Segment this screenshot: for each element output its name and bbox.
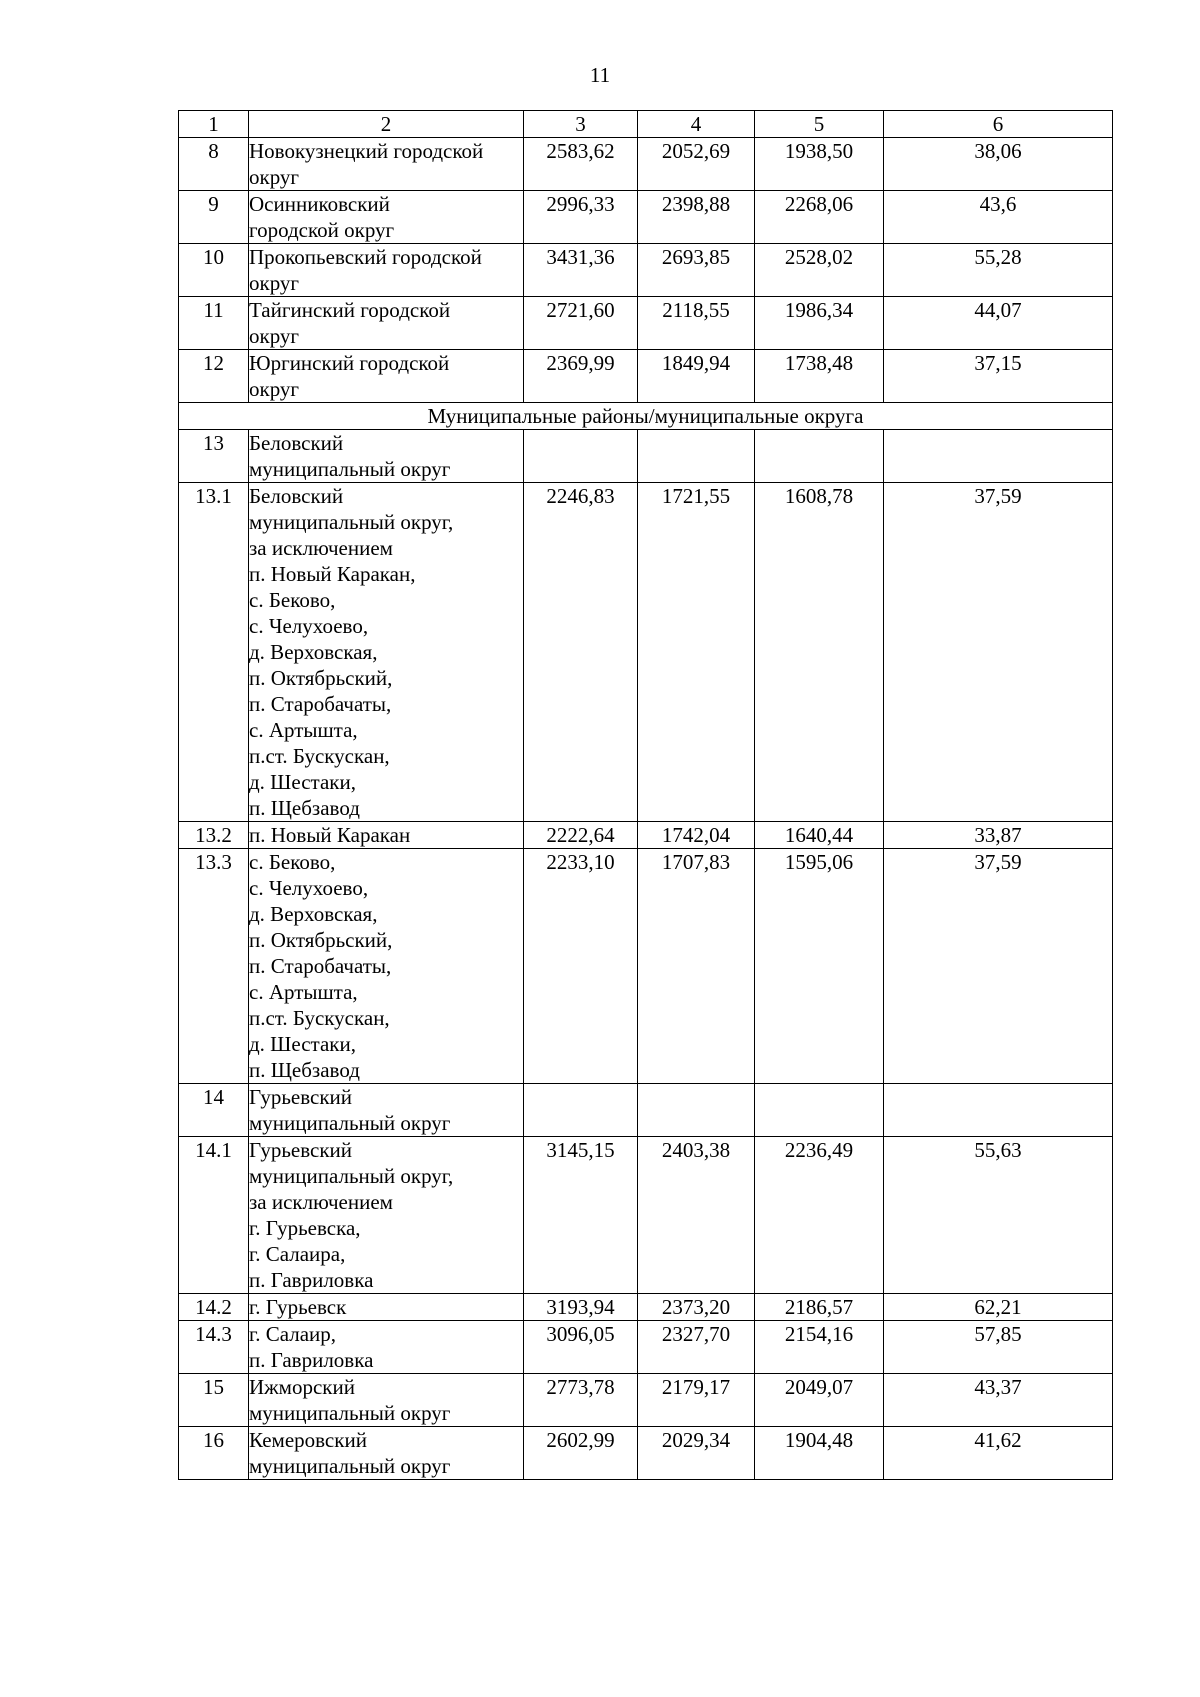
row-number-cell: 14.2 [179,1294,249,1321]
municipality-name-cell: Ижморский муниципальный округ [249,1374,524,1427]
value-col6-cell: 55,28 [884,244,1113,297]
table-row [179,1321,1113,1374]
value-col4-cell: 1707,83 [638,849,755,1084]
table-row [179,1084,1113,1137]
value-col5-cell [755,1084,884,1137]
row-number-cell: 13.1 [179,483,249,822]
row-number-cell: 13.2 [179,822,249,849]
row-number-cell: 13.3 [179,849,249,1084]
value-col5-cell: 2268,06 [755,191,884,244]
table-row [179,822,1113,849]
value-col6-cell: 37,59 [884,849,1113,1084]
value-col3-cell: 2602,99 [524,1427,638,1480]
table-row [179,849,1113,1084]
row-number-cell: 9 [179,191,249,244]
row-number-cell: 8 [179,138,249,191]
value-col4-cell: 1721,55 [638,483,755,822]
value-col3-cell: 3431,36 [524,244,638,297]
value-col4-cell [638,1084,755,1137]
section-row [179,403,1113,430]
header-cell: 3 [524,111,638,138]
value-col6-cell: 38,06 [884,138,1113,191]
value-col5-cell: 2236,49 [755,1137,884,1294]
value-col3-cell: 2721,60 [524,297,638,350]
municipality-name-cell: Кемеровский муниципальный округ [249,1427,524,1480]
value-col4-cell: 2693,85 [638,244,755,297]
value-col5-cell: 1738,48 [755,350,884,403]
value-col4-cell: 2052,69 [638,138,755,191]
municipality-name-cell: п. Новый Каракан [249,822,524,849]
value-col6-cell: 44,07 [884,297,1113,350]
value-col3-cell: 2246,83 [524,483,638,822]
section-title: Муниципальные районы/муниципальные округа [179,403,1113,430]
value-col5-cell [755,430,884,483]
value-col3-cell: 3193,94 [524,1294,638,1321]
row-number-cell: 14.3 [179,1321,249,1374]
row-number-cell: 16 [179,1427,249,1480]
value-col3-cell: 2773,78 [524,1374,638,1427]
value-col4-cell [638,430,755,483]
municipality-name-cell: г. Гурьевск [249,1294,524,1321]
row-number-cell: 14.1 [179,1137,249,1294]
value-col6-cell: 43,6 [884,191,1113,244]
table-row [179,138,1113,191]
municipality-name-cell: Новокузнецкий городской округ [249,138,524,191]
municipality-name-cell: Осинниковский городской округ [249,191,524,244]
table-row [179,430,1113,483]
value-col3-cell [524,1084,638,1137]
municipality-name-cell: г. Салаир, п. Гавриловка [249,1321,524,1374]
table-row [179,350,1113,403]
value-col5-cell: 2049,07 [755,1374,884,1427]
value-col5-cell: 1938,50 [755,138,884,191]
tariff-table [178,110,1113,1480]
value-col6-cell: 55,63 [884,1137,1113,1294]
value-col3-cell: 2583,62 [524,138,638,191]
value-col5-cell: 1640,44 [755,822,884,849]
municipality-name-cell: Тайгинский городской округ [249,297,524,350]
municipality-name-cell: с. Беково, с. Челухоево, д. Верховская, п. Октябрьский, п. Старобачаты, с. Артышта, п.ст. Бускускан, д. Шестаки, п. Щебзавод [249,849,524,1084]
row-number-cell: 14 [179,1084,249,1137]
value-col4-cell: 1742,04 [638,822,755,849]
row-number-cell: 12 [179,350,249,403]
table-row [179,191,1113,244]
value-col5-cell: 1595,06 [755,849,884,1084]
value-col4-cell: 2403,38 [638,1137,755,1294]
value-col6-cell: 62,21 [884,1294,1113,1321]
municipality-name-cell: Беловский муниципальный округ [249,430,524,483]
table-row [179,483,1113,822]
value-col5-cell: 1904,48 [755,1427,884,1480]
municipality-name-cell: Прокопьевский городской округ [249,244,524,297]
value-col5-cell: 1608,78 [755,483,884,822]
table-row [179,1294,1113,1321]
value-col3-cell: 3145,15 [524,1137,638,1294]
table-row [179,244,1113,297]
value-col6-cell: 57,85 [884,1321,1113,1374]
value-col4-cell: 2118,55 [638,297,755,350]
value-col6-cell: 37,15 [884,350,1113,403]
value-col6-cell: 37,59 [884,483,1113,822]
value-col3-cell: 3096,05 [524,1321,638,1374]
value-col5-cell: 2186,57 [755,1294,884,1321]
value-col5-cell: 2154,16 [755,1321,884,1374]
value-col6-cell: 41,62 [884,1427,1113,1480]
table-row [179,1427,1113,1480]
header-cell: 6 [884,111,1113,138]
header-cell: 5 [755,111,884,138]
row-number-cell: 13 [179,430,249,483]
header-row [179,111,1113,138]
header-cell: 4 [638,111,755,138]
municipality-name-cell: Юргинский городской округ [249,350,524,403]
value-col3-cell [524,430,638,483]
row-number-cell: 10 [179,244,249,297]
value-col4-cell: 2398,88 [638,191,755,244]
value-col4-cell: 2179,17 [638,1374,755,1427]
value-col6-cell: 33,87 [884,822,1113,849]
value-col3-cell: 2996,33 [524,191,638,244]
header-cell: 1 [179,111,249,138]
value-col3-cell: 2222,64 [524,822,638,849]
value-col4-cell: 2029,34 [638,1427,755,1480]
value-col5-cell: 2528,02 [755,244,884,297]
value-col3-cell: 2369,99 [524,350,638,403]
row-number-cell: 15 [179,1374,249,1427]
municipality-name-cell: Гурьевский муниципальный округ [249,1084,524,1137]
page-number: 11 [589,63,611,87]
value-col4-cell: 2327,70 [638,1321,755,1374]
value-col5-cell: 1986,34 [755,297,884,350]
table-row [179,1137,1113,1294]
value-col3-cell: 2233,10 [524,849,638,1084]
row-number-cell: 11 [179,297,249,350]
table-row [179,1374,1113,1427]
value-col4-cell: 1849,94 [638,350,755,403]
municipality-name-cell: Беловский муниципальный округ, за исключением п. Новый Каракан, с. Беково, с. Челухоево, д. Верховская, п. Октябрьский, п. Старобачаты, с. Артышта, п.ст. Бускускан, д. Шестаки, п. Щебзавод [249,483,524,822]
value-col6-cell [884,1084,1113,1137]
header-cell: 2 [249,111,524,138]
value-col4-cell: 2373,20 [638,1294,755,1321]
table-row [179,297,1113,350]
value-col6-cell: 43,37 [884,1374,1113,1427]
municipality-name-cell: Гурьевский муниципальный округ, за исключением г. Гурьевска, г. Салаира, п. Гавриловка [249,1137,524,1294]
value-col6-cell [884,430,1113,483]
